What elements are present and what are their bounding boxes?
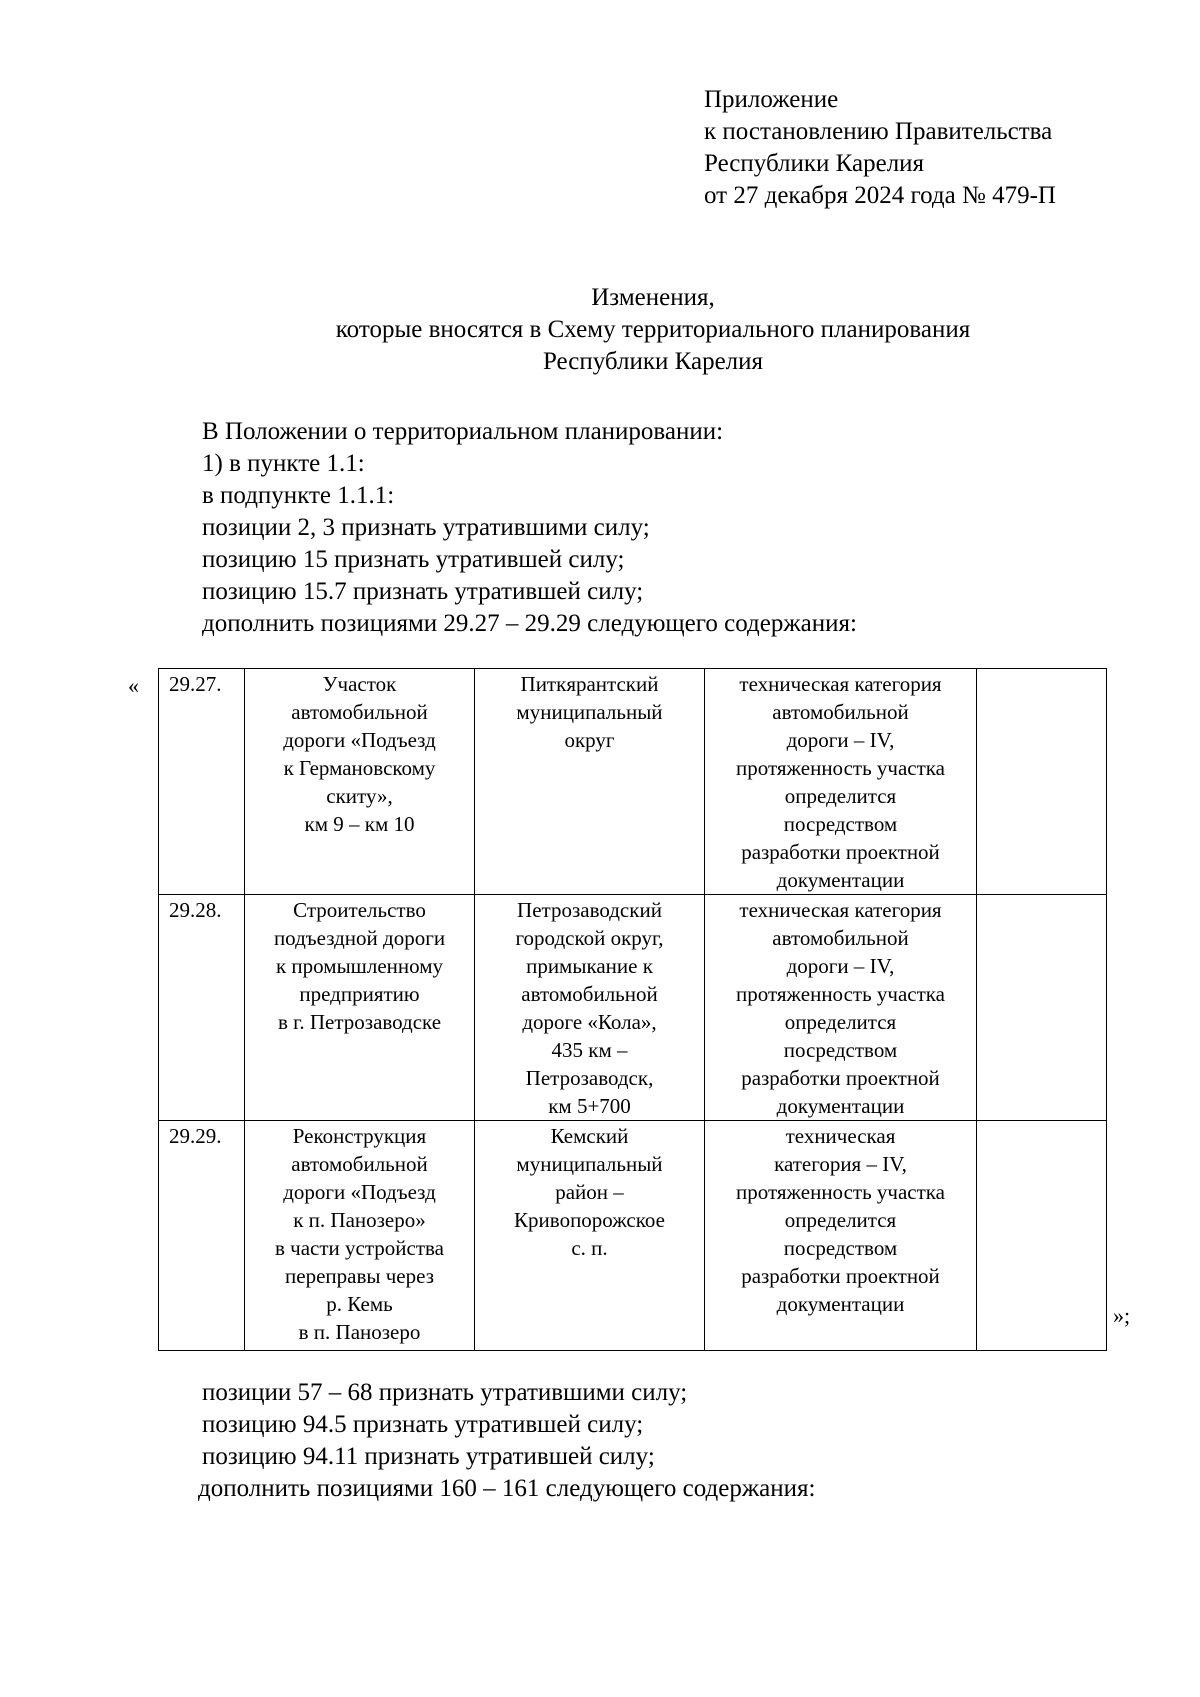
cell-line: скиту», [326,784,393,808]
cell-line: протяженность участка [736,1180,945,1204]
positions-table [158,668,1107,1351]
cell-line: протяженность участка [736,756,945,780]
cell-line: документации [776,1292,905,1316]
closing-quote: »; [1113,1303,1131,1328]
cell-line: дороги «Подъезд [283,728,436,752]
cell-line: определится [784,1208,897,1232]
opening-quote: « [128,673,139,698]
location-cell [475,1121,705,1351]
cell-line: в г. Петрозаводске [277,1010,442,1034]
cell-line: Реконструкция [292,1124,427,1148]
heading-line: которые вносятся в Схему территориального планирования [335,316,971,343]
object-cell [245,669,475,895]
cell-line: с. п. [571,1236,608,1260]
cell-line: техническая [785,1124,896,1148]
after-paragraphs [198,1377,816,1505]
cell-line: Кемский [550,1124,629,1148]
cell-line: в п. Панозеро [298,1320,421,1344]
cell-line: Строительство [293,898,426,922]
cell-line: Петрозаводский [517,898,662,922]
cell-line: протяженность участка [736,982,945,1006]
cell-line: определится [784,784,897,808]
cell-line: переправы через [285,1264,434,1288]
cell-line: техническая категория [739,898,942,922]
paragraph-line: позицию 94.5 признать утратившей силу; [202,1411,644,1438]
location-cell [475,669,705,895]
cell-line: разработки проектной [741,840,940,864]
annex-line: Приложение [704,86,839,113]
cell-line: муниципальный [516,1152,663,1176]
cell-line: р. Кемь [326,1292,393,1316]
paragraph-line: позицию 15.7 признать утратившей силу; [202,578,644,605]
object-cell [245,895,475,1121]
characteristics-cell [705,895,977,1121]
cell-line: округ [564,728,615,752]
paragraph-line: позиции 57 – 68 признать утратившими силу; [202,1379,688,1406]
cell-line: документации [776,868,905,892]
paragraph-line: дополнить позициями 29.27 – 29.29 следующего содержания: [202,610,857,637]
cell-line: категория – IV, [774,1152,907,1176]
paragraph-line: дополнить позициями 160 – 161 следующего содержания: [198,1475,816,1502]
cell-line: автомобильной [291,1152,428,1176]
cell-line: разработки проектной [741,1066,940,1090]
object-cell [245,1121,475,1351]
cell-line: Питкярантский [520,672,659,696]
cell-line: к п. Панозеро» [293,1208,426,1232]
empty-cell [977,669,1107,895]
cell-line: к промышленному [275,954,444,978]
cell-line: Участок [322,672,397,696]
table-row [159,669,1107,895]
paragraph-line: позиции 2, 3 признать утратившими силу; [202,514,650,541]
cell-line: посредством [783,812,898,836]
cell-line: район – [555,1180,624,1204]
cell-line: техническая категория [739,672,942,696]
cell-line: км 9 – км 10 [304,812,415,836]
cell-line: к Германовскому [283,756,436,780]
position-number-cell: 29.29. [159,1121,245,1351]
intro-paragraphs [202,416,857,640]
cell-line: посредством [783,1236,898,1260]
paragraph-line: позицию 94.11 признать утратившей силу; [202,1443,655,1470]
characteristics-cell [705,1121,977,1351]
cell-line: посредством [783,1038,898,1062]
table-row [159,1121,1107,1351]
table-row [159,895,1107,1121]
position-number-cell: 29.27. [159,669,245,895]
annex-line: к постановлению Правительства [704,118,1053,145]
cell-line: км 5+700 [548,1094,631,1118]
cell-line: подъездной дороги [273,926,446,950]
cell-line: 435 км – [551,1038,628,1062]
cell-line: дороги – IV, [786,954,895,978]
annex-block [704,84,1056,212]
position-number-cell: 29.28. [159,895,245,1121]
location-cell [475,895,705,1121]
cell-line: городской округ, [515,926,664,950]
cell-line: муниципальный [516,700,663,724]
cell-line: определится [784,1010,897,1034]
paragraph-line: в подпункте 1.1.1: [202,482,395,509]
heading-line: Республики Карелия [542,348,764,375]
cell-line: дороге «Кола», [522,1010,657,1034]
cell-line: автомобильной [772,700,909,724]
cell-line: документации [776,1094,905,1118]
empty-cell [977,895,1107,1121]
cell-line: примыкание к [526,954,653,978]
cell-line: в части устройства [275,1236,444,1260]
document-heading [0,282,1200,378]
cell-line: предприятию [299,982,420,1006]
annex-line: от 27 декабря 2024 года № 479-П [704,182,1056,209]
paragraph-line: позицию 15 признать утратившей силу; [202,546,625,573]
cell-line: разработки проектной [741,1264,940,1288]
cell-line: автомобильной [521,982,658,1006]
paragraph-line: 1) в пункте 1.1: [202,450,365,477]
cell-line: дороги «Подъезд [283,1180,436,1204]
paragraph-line: В Положении о территориальном планировании: [202,418,724,445]
characteristics-cell [705,669,977,895]
cell-line: Петрозаводск, [525,1066,654,1090]
cell-line: автомобильной [291,700,428,724]
cell-line: Кривопорожское [514,1208,665,1232]
annex-line: Республики Карелия [704,150,925,177]
cell-line: автомобильной [772,926,909,950]
cell-line: дороги – IV, [786,728,895,752]
heading-line: Изменения, [591,284,715,311]
empty-cell [977,1121,1107,1351]
